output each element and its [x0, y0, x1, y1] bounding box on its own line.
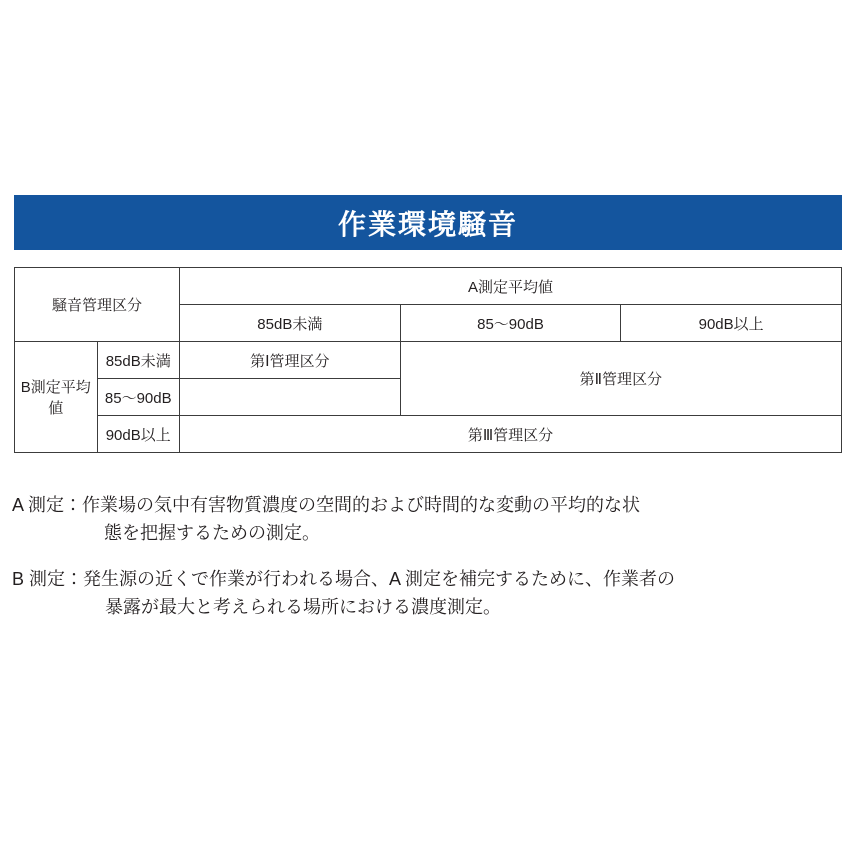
note-a-line1: 作業場の気中有害物質濃度の空間的および時間的な変動の平均的な状 — [82, 495, 641, 515]
cell-b-row-over90: 90dB以上 — [97, 416, 180, 453]
table-row — [15, 342, 842, 379]
notes-section — [12, 492, 848, 640]
note-a-body — [82, 492, 848, 548]
note-b-body — [83, 566, 848, 622]
noise-control-matrix-table — [14, 267, 842, 453]
title-bar — [14, 195, 842, 250]
cell-zone1: 第Ⅰ管理区分 — [180, 342, 401, 379]
note-a-line2: 態を把握するための測定。 — [104, 522, 321, 543]
cell-b-measurement-header: B測定平均値 — [15, 342, 98, 453]
page-title: 作業環境騒音 — [337, 208, 518, 240]
table-row — [15, 416, 842, 453]
cell-b-row-under85: 85dB未満 — [97, 342, 180, 379]
cell-zone3: 第Ⅲ管理区分 — [180, 416, 842, 453]
note-b-line2: 暴露が最大と考えられる場所における濃度測定。 — [105, 596, 502, 617]
cell-a-col-over90: 90dB以上 — [621, 305, 842, 342]
cell-a-col-85to90: 85〜90dB — [400, 305, 621, 342]
cell-b-row-85to90: 85〜90dB — [97, 379, 180, 416]
cell-zone2: 第Ⅱ管理区分 — [400, 342, 841, 416]
note-b-label: B 測定： — [12, 568, 84, 589]
note-b-measurement — [12, 566, 848, 622]
note-a-measurement — [12, 492, 848, 548]
cell-a-col-under85: 85dB未満 — [180, 305, 401, 342]
note-a-label: A 測定： — [12, 495, 83, 515]
table-row — [15, 268, 842, 305]
note-b-line1: 発生源の近くで作業が行われる場合、A 測定を補完するために、作業者の — [83, 568, 676, 589]
cell-zone2-blank — [180, 379, 401, 416]
cell-row-label-header: 騒音管理区分 — [15, 268, 180, 342]
cell-a-measurement-header: A測定平均値 — [180, 268, 842, 305]
